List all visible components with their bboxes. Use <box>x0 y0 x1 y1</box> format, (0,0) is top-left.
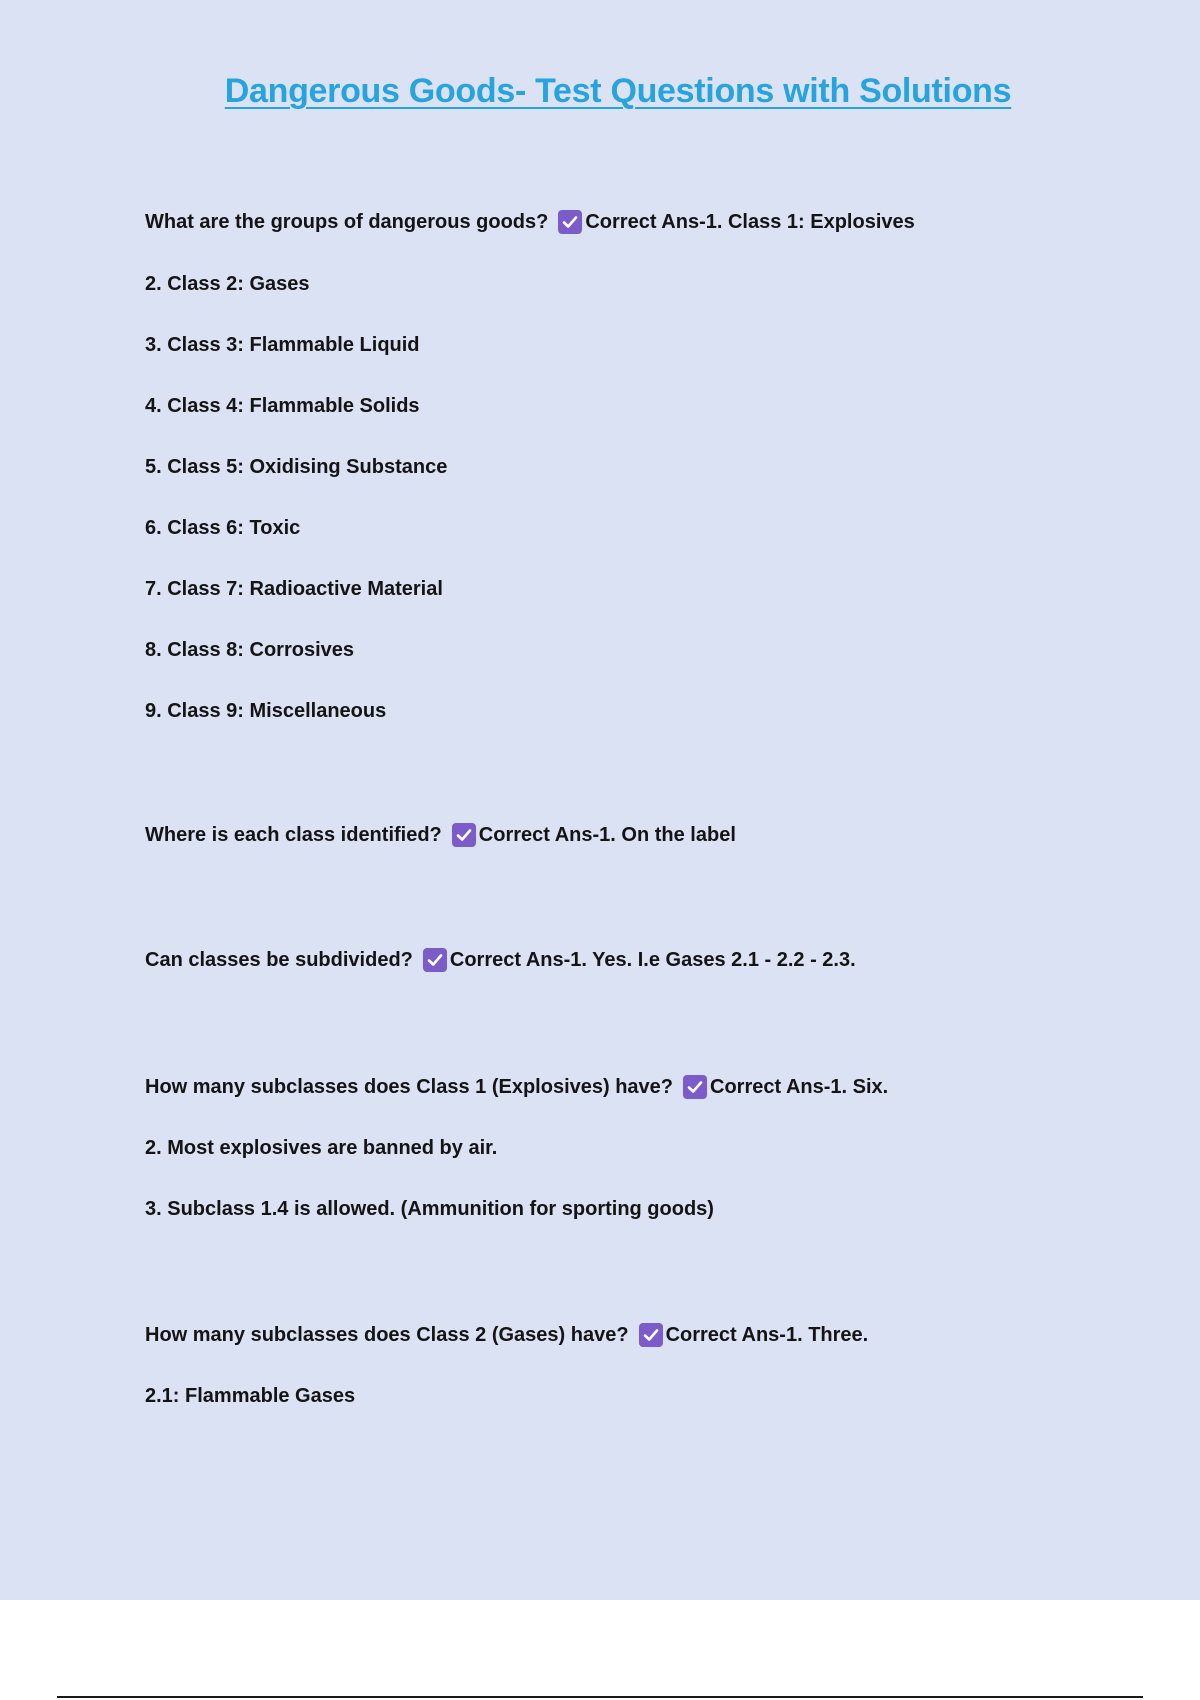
answer-text: Correct Ans-1. Six. <box>710 1076 889 1098</box>
answer-text: Correct Ans-1. Class 1: Explosives <box>585 211 915 233</box>
list-item: 7. Class 7: Radioactive Material <box>145 578 443 600</box>
question-text: Where is each class identified? <box>145 824 442 846</box>
check-box-icon <box>639 1323 663 1347</box>
list-item: 2. Class 2: Gases <box>145 273 310 295</box>
check-box-icon <box>452 823 476 847</box>
list-item: 2.1: Flammable Gases <box>145 1385 356 1407</box>
qa-content <box>145 206 1145 1410</box>
list-item: 4. Class 4: Flammable Solids <box>145 395 420 417</box>
answer-text: Correct Ans-1. On the label <box>478 824 736 846</box>
question-line <box>145 1321 1145 1349</box>
qa-block <box>145 208 1145 725</box>
check-box-icon <box>683 1075 707 1099</box>
question-text: What are the groups of dangerous goods? <box>145 211 549 233</box>
qa-block <box>145 946 1145 974</box>
question-line <box>145 1073 1145 1101</box>
qa-block <box>145 821 1145 849</box>
question-text: How many subclasses does Class 2 (Gases) have? <box>145 1324 629 1346</box>
question-line <box>145 208 1145 236</box>
question-line <box>145 821 1145 849</box>
footer-divider <box>57 1696 1143 1698</box>
list-item: 6. Class 6: Toxic <box>145 517 301 539</box>
document-title: Dangerous Goods- Test Questions with Solutions <box>224 72 1012 110</box>
list-item: 3. Class 3: Flammable Liquid <box>145 334 420 356</box>
list-item: 2. Most explosives are banned by air. <box>145 1137 498 1159</box>
question-line <box>145 946 1145 974</box>
list-item: 5. Class 5: Oxidising Substance <box>145 456 448 478</box>
answer-text: Correct Ans-1. Three. <box>665 1324 869 1346</box>
answer-text: Correct Ans-1. Yes. I.e Gases 2.1 - 2.2 - 2.3. <box>449 949 856 971</box>
check-box-icon <box>558 210 582 234</box>
qa-block <box>145 1321 1145 1410</box>
question-text: Can classes be subdivided? <box>145 949 413 971</box>
check-box-icon <box>423 948 447 972</box>
qa-block <box>145 1073 1145 1223</box>
list-item: 9. Class 9: Miscellaneous <box>145 700 387 722</box>
question-text: How many subclasses does Class 1 (Explosives) have? <box>145 1076 674 1098</box>
list-item: 8. Class 8: Corrosives <box>145 639 354 661</box>
list-item: 3. Subclass 1.4 is allowed. (Ammunition for sporting goods) <box>145 1198 714 1220</box>
